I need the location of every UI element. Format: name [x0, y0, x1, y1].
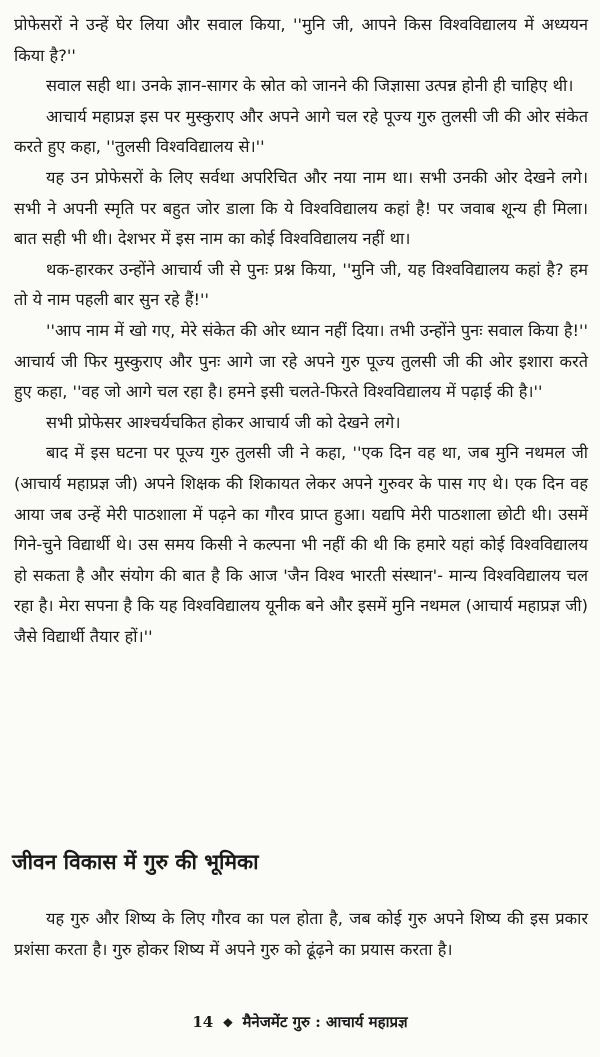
paragraph: बाद में इस घटना पर पूज्य गुरु तुलसी जी ने कहा, ''एक दिन वह था, जब मुनि नथमल जी (आचार्य महाप्रज्ञ जी) अपने शिक्षक की शिकायत लेकर अपने गुरुवर के पास गए थे। एक दिन वह आया जब उन्हें मेरी पाठशाला में पढ़ने का गौरव प्राप्त हुआ। यद्यपि मेरी पाठशाला छोटी थी। उसमें गिने-चुने विद्यार्थी थे। उस समय किसी ने कल्पना भी नहीं की थी कि हमारे यहां कोई विश्वविद्यालय हो सकता है और संयोग की बात है कि आज 'जैन विश्व भारती संस्थान'- मान्य विश्वविद्यालय चल रहा है। मेरा सपना है कि यह विश्वविद्यालय यूनीक बने और इसमें मुनि नथमल (आचार्य महाप्रज्ञ जी) जैसे विद्यार्थी तैयार हों।'': [14, 443, 588, 646]
diamond-icon: ❖: [222, 1016, 234, 1030]
paragraph: सवाल सही था। उनके ज्ञान-सागर के स्रोत को जानने की जिज्ञासा उत्पन्न होनी ही चाहिए थी।: [46, 76, 574, 96]
page-footer: [0, 1012, 600, 1032]
section-body: [14, 903, 588, 965]
paragraph: ''आप नाम में खो गए, मेरे संकेत की ओर ध्यान नहीं दिया। तभी उन्होंने पुनः सवाल किया है!'' आचार्य जी फिर मुस्कुराए और पुनः आगे जा रहे अपने गुरु पूज्य तुलसी जी की ओर इशारा करते हुए कहा, ''वह जो आगे चल रहा है। हमने इसी चलते-फिरते विश्वविद्यालय में पढ़ाई की है।'': [14, 320, 588, 402]
paragraph: यह गुरु और शिष्य के लिए गौरव का पल होता है, जब कोई गुरु अपने शिष्य की इस प्रकार प्रशंसा करता है। गुरु होकर शिष्य में अपने गुरु को ढूंढ़ने का प्रयास करता है।: [14, 909, 588, 959]
paragraph: प्रोफेसरों ने उन्हें घेर लिया और सवाल किया, ''मुनि जी, आपने किस विश्वविद्यालय में अध्ययन किया है?'': [14, 15, 588, 65]
paragraph: थक-हारकर उन्होंने आचार्य जी से पुनः प्रश्न किया, ''मुनि जी, यह विश्वविद्यालय कहां है? हम तो ये नाम पहली बार सुन रहे हैं!'': [14, 259, 588, 310]
paragraph: सभी प्रोफेसर आश्चर्यचकित होकर आचार्य जी को देखने लगे।: [46, 412, 401, 432]
paragraph: यह उन प्रोफेसरों के लिए सर्वथा अपरिचित और नया नाम था। सभी उनकी ओर देखने लगे। सभी ने अपनी स्मृति पर बहुत जोर डाला कि ये विश्वविद्यालय कहां है! पर जवाब शून्य ही मिला। बात सही भी थी। देशभर में इस नाम का कोई विश्वविद्यालय नहीं था।: [14, 167, 588, 249]
book-title: मैनेजमेंट गुरु : आचार्य महाप्रज्ञ: [242, 1013, 408, 1031]
section-heading: जीवन विकास में गुरु की भूमिका: [12, 850, 259, 874]
body-text: [14, 10, 588, 652]
page-number: 14: [192, 1013, 214, 1031]
paragraph: आचार्य महाप्रज्ञ इस पर मुस्कुराए और अपने आगे चल रहे पूज्य गुरु तुलसी जी की ओर संकेत करते हुए कहा, ''तुलसी विश्वविद्यालय से।'': [14, 106, 588, 157]
